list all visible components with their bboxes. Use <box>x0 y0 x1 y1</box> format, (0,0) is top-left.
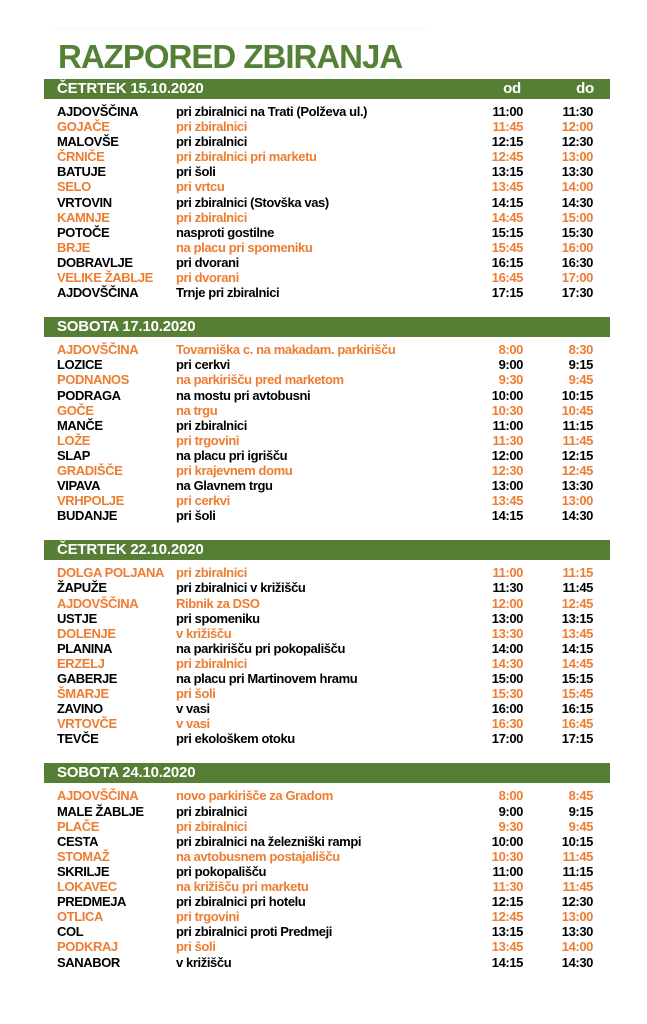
row-location: pri zbiralnici <box>176 134 247 150</box>
row-place: VRTOVIN <box>57 194 112 210</box>
row-time-od: 15:00 <box>491 671 523 686</box>
row-time-do: 14:00 <box>561 179 593 195</box>
row-time-od: 11:30 <box>492 879 523 895</box>
row-location: pri zbiralnici <box>176 655 247 671</box>
row-location: pri zbiralnici v križišču <box>176 580 306 596</box>
table-row <box>44 804 610 819</box>
row-location: pri zbiralnici <box>176 209 247 225</box>
table-row <box>44 342 610 357</box>
column-header-od: od <box>503 80 521 97</box>
row-time-do: 14:15 <box>561 640 593 656</box>
row-location: pri krajevnem domu <box>176 462 293 478</box>
row-place: SELO <box>57 179 91 195</box>
row-location: pri trgovini <box>176 432 240 448</box>
row-location: pri spomeniku <box>176 610 260 626</box>
row-time-do: 14:00 <box>561 939 593 955</box>
table-row <box>44 819 610 834</box>
row-time-do: 14:45 <box>561 655 593 671</box>
row-location: v križišču <box>176 954 232 970</box>
row-place: POTOČE <box>57 224 110 240</box>
row-time-od: 12:00 <box>491 447 523 463</box>
row-time-do: 12:15 <box>561 447 593 463</box>
row-location: pri pokopališču <box>176 863 267 879</box>
row-location: novo parkirišče za Gradom <box>176 788 333 804</box>
section-header-bar <box>44 540 610 560</box>
row-time-do: 10:15 <box>561 387 593 403</box>
row-time-do: 13:00 <box>561 149 593 165</box>
table-row <box>44 240 610 255</box>
row-time-od: 15:15 <box>491 224 523 240</box>
schedule-section <box>44 763 610 969</box>
row-location: na Glavnem trgu <box>176 478 273 494</box>
row-time-do: 8:45 <box>568 788 593 804</box>
row-time-do: 13:30 <box>561 164 593 180</box>
table-row <box>44 731 610 746</box>
row-time-od: 13:00 <box>491 478 523 494</box>
row-place: PLAČE <box>57 818 100 834</box>
table-row <box>44 565 610 580</box>
row-place: PREDMEJA <box>57 894 127 910</box>
row-time-do: 10:15 <box>561 833 593 849</box>
row-place: PODNANOS <box>57 372 129 388</box>
section-header-bar <box>44 763 610 783</box>
row-time-od: 14:15 <box>491 508 523 524</box>
section-header-bar <box>44 79 610 99</box>
row-location: pri ekološkem otoku <box>176 731 295 747</box>
table-row <box>44 225 610 240</box>
table-row <box>44 939 610 954</box>
row-place: MALE ŽABLJE <box>57 803 144 819</box>
table-row <box>44 388 610 403</box>
row-time-do: 15:45 <box>561 686 593 702</box>
row-place: SLAP <box>57 447 91 463</box>
table-row <box>44 701 610 716</box>
row-time-do: 13:00 <box>561 909 593 925</box>
row-time-od: 13:00 <box>491 610 523 626</box>
row-location: pri šoli <box>176 939 216 955</box>
row-location: pri zbiralnici (Stovška vas) <box>176 194 329 210</box>
row-location: pri zbiralnici na Trati (Polževa ul.) <box>176 104 368 119</box>
table-row <box>44 179 610 194</box>
row-time-do: 9:45 <box>568 818 593 834</box>
row-time-od: 13:45 <box>491 939 523 955</box>
row-time-do: 15:30 <box>561 224 593 240</box>
row-time-od: 12:30 <box>491 462 523 478</box>
row-time-do: 11:30 <box>562 104 593 119</box>
section-date-label: ČETRTEK 22.10.2020 <box>57 541 204 559</box>
table-row <box>44 879 610 894</box>
column-header-do: do <box>576 80 594 97</box>
row-location: Trnje pri zbiralnici <box>176 285 280 301</box>
row-time-do: 14:30 <box>561 194 593 210</box>
row-time-do: 11:45 <box>562 848 593 864</box>
row-place: GOJAČE <box>57 119 110 135</box>
row-place: CESTA <box>57 833 99 849</box>
table-row <box>44 686 610 701</box>
row-time-do: 16:45 <box>561 716 593 732</box>
schedule-section <box>44 540 610 746</box>
row-place: AJDOVŠČINA <box>57 104 139 119</box>
section-rows <box>44 565 610 746</box>
row-location: pri cerkvi <box>176 493 230 509</box>
row-time-do: 16:15 <box>561 701 593 717</box>
row-time-od: 14:45 <box>491 209 523 225</box>
section-header-bar <box>44 317 610 337</box>
row-place: ČRNIČE <box>57 149 105 165</box>
row-time-od: 16:45 <box>491 270 523 286</box>
row-time-do: 13:30 <box>561 478 593 494</box>
table-row <box>44 433 610 448</box>
table-row <box>44 626 610 641</box>
row-place: MALOVŠE <box>57 134 119 150</box>
row-location: Tovarniška c. na makadam. parkirišču <box>176 342 396 358</box>
row-location: pri zbiralnici proti Predmeji <box>176 924 332 940</box>
row-location: nasproti gostilne <box>176 224 274 240</box>
row-time-do: 15:00 <box>561 209 593 225</box>
row-time-do: 9:15 <box>568 803 593 819</box>
schedule-section <box>44 317 610 523</box>
row-time-do: 11:15 <box>562 565 593 581</box>
row-location: na placu pri spomeniku <box>176 239 313 255</box>
row-time-od: 13:15 <box>491 164 523 180</box>
table-row <box>44 418 610 433</box>
row-time-od: 17:15 <box>491 285 523 301</box>
row-time-do: 11:45 <box>562 432 593 448</box>
row-time-do: 14:30 <box>561 954 593 970</box>
row-location: na križišču pri marketu <box>176 879 309 895</box>
row-time-od: 13:15 <box>491 924 523 940</box>
table-row <box>44 195 610 210</box>
row-place: MANČE <box>57 417 103 433</box>
row-place: LOŽE <box>57 432 91 448</box>
row-time-do: 9:15 <box>568 357 593 373</box>
row-time-do: 14:30 <box>561 508 593 524</box>
row-place: BUDANJE <box>57 508 118 524</box>
row-place: GOČE <box>57 402 94 418</box>
row-time-od: 12:00 <box>491 595 523 611</box>
row-time-od: 10:00 <box>491 387 523 403</box>
row-time-do: 12:45 <box>561 595 593 611</box>
row-place: BRJE <box>57 239 91 255</box>
row-place: AJDOVŠČINA <box>57 595 139 611</box>
row-time-do: 12:45 <box>561 462 593 478</box>
page-title: RAZPORED ZBIRANJA <box>58 38 403 75</box>
row-time-od: 9:30 <box>498 818 523 834</box>
row-time-od: 15:45 <box>491 239 523 255</box>
row-location: pri šoli <box>176 508 216 524</box>
table-row <box>44 448 610 463</box>
row-location: na mostu pri avtobusni <box>176 387 311 403</box>
row-time-od: 9:00 <box>498 357 523 373</box>
row-location: pri zbiralnici <box>176 565 247 581</box>
row-location: pri trgovini <box>176 909 240 925</box>
row-time-od: 9:00 <box>498 803 523 819</box>
table-row <box>44 119 610 134</box>
section-date-label: SOBOTA 17.10.2020 <box>57 318 196 336</box>
row-time-do: 12:30 <box>561 134 593 150</box>
row-place: COL <box>57 924 84 940</box>
row-place: VELIKE ŽABLJE <box>57 270 153 286</box>
row-time-od: 12:45 <box>491 909 523 925</box>
table-row <box>44 255 610 270</box>
row-place: AJDOVŠČINA <box>57 342 139 358</box>
row-time-do: 12:00 <box>561 119 593 135</box>
row-location: pri zbiralnici <box>176 803 247 819</box>
row-location: pri šoli <box>176 686 216 702</box>
row-time-od: 10:30 <box>491 848 523 864</box>
row-time-do: 8:30 <box>568 342 593 358</box>
table-row <box>44 909 610 924</box>
row-place: SANABOR <box>57 954 120 970</box>
row-time-do: 11:15 <box>562 863 593 879</box>
row-time-od: 11:30 <box>492 432 523 448</box>
row-place: SKRILJE <box>57 863 110 879</box>
table-row <box>44 270 610 285</box>
faded-header-strip <box>50 27 425 31</box>
row-place: OTLICA <box>57 909 103 925</box>
table-row <box>44 611 610 626</box>
row-place: STOMAŽ <box>57 848 110 864</box>
row-location: pri šoli <box>176 164 216 180</box>
row-location: na parkirišču pri pokopališču <box>176 640 346 656</box>
row-place: ERZELJ <box>57 655 105 671</box>
row-place: PODRAGA <box>57 387 121 403</box>
row-time-od: 11:00 <box>492 417 523 433</box>
row-time-od: 13:45 <box>491 493 523 509</box>
row-time-od: 11:00 <box>492 104 523 119</box>
row-place: BATUJE <box>57 164 106 180</box>
table-row <box>44 955 610 970</box>
row-time-do: 17:00 <box>561 270 593 286</box>
row-location: pri zbiralnici <box>176 417 247 433</box>
table-row <box>44 134 610 149</box>
row-time-do: 13:45 <box>561 625 593 641</box>
row-time-od: 11:00 <box>492 565 523 581</box>
row-place: USTJE <box>57 610 97 626</box>
row-time-od: 9:30 <box>498 372 523 388</box>
schedule-sections <box>44 79 610 970</box>
table-row <box>44 285 610 300</box>
section-rows <box>44 104 610 300</box>
table-row <box>44 164 610 179</box>
row-location: pri zbiralnici <box>176 119 247 135</box>
row-time-od: 13:45 <box>491 179 523 195</box>
row-place: GRADIŠČE <box>57 462 123 478</box>
row-time-od: 12:15 <box>491 894 523 910</box>
row-location: na trgu <box>176 402 218 418</box>
row-time-od: 14:30 <box>491 655 523 671</box>
row-location: na placu pri Martinovem hramu <box>176 671 358 686</box>
row-place: DOLENJE <box>57 625 116 641</box>
row-time-do: 10:45 <box>561 402 593 418</box>
row-location: na parkirišču pred marketom <box>176 372 344 388</box>
table-row <box>44 463 610 478</box>
table-row <box>44 478 610 493</box>
row-location: pri zbiralnici pri marketu <box>176 149 317 165</box>
row-location: na placu pri igrišču <box>176 447 288 463</box>
row-time-od: 11:00 <box>492 863 523 879</box>
table-row <box>44 104 610 119</box>
table-row <box>44 641 610 656</box>
section-rows <box>44 788 610 969</box>
table-row <box>44 671 610 686</box>
row-place: ZAVINO <box>57 701 103 717</box>
row-place: AJDOVŠČINA <box>57 285 139 301</box>
row-time-od: 12:15 <box>491 134 523 150</box>
row-location: pri zbiralnici na železniški rampi <box>176 833 362 849</box>
row-place: ŽAPUŽE <box>57 580 107 596</box>
row-place: VRHPOLJE <box>57 493 124 509</box>
row-time-od: 12:45 <box>491 149 523 165</box>
row-time-do: 11:15 <box>562 417 593 433</box>
table-row <box>44 864 610 879</box>
row-time-do: 12:30 <box>561 894 593 910</box>
row-place: AJDOVŠČINA <box>57 788 139 804</box>
row-time-od: 16:00 <box>491 701 523 717</box>
row-time-do: 13:15 <box>561 610 593 626</box>
row-time-od: 15:30 <box>491 686 523 702</box>
row-location: pri zbiralnici <box>176 818 247 834</box>
row-time-do: 17:30 <box>561 285 593 301</box>
row-time-od: 14:00 <box>491 640 523 656</box>
row-time-od: 14:15 <box>491 194 523 210</box>
row-location: pri zbiralnici pri hotelu <box>176 894 306 910</box>
table-row <box>44 372 610 387</box>
table-row <box>44 580 610 595</box>
table-row <box>44 210 610 225</box>
table-row <box>44 849 610 864</box>
row-location: v križišču <box>176 625 232 641</box>
row-place: LOZICE <box>57 357 103 373</box>
row-time-do: 13:00 <box>561 493 593 509</box>
row-time-od: 16:15 <box>491 254 523 270</box>
row-place: GABERJE <box>57 671 118 686</box>
row-location: pri dvorani <box>176 254 239 270</box>
row-time-od: 16:30 <box>491 716 523 732</box>
row-location: pri cerkvi <box>176 357 230 373</box>
table-row <box>44 493 610 508</box>
row-time-do: 16:30 <box>561 254 593 270</box>
row-location: na avtobusnem postajališču <box>176 848 340 864</box>
row-time-do: 11:45 <box>562 879 593 895</box>
row-time-do: 15:15 <box>561 671 593 686</box>
row-time-od: 10:30 <box>491 402 523 418</box>
row-time-od: 17:00 <box>491 731 523 747</box>
row-time-do: 11:45 <box>562 580 593 596</box>
table-row <box>44 924 610 939</box>
row-place: VRTOVČE <box>57 716 117 732</box>
table-row <box>44 894 610 909</box>
row-time-od: 11:45 <box>492 119 523 135</box>
row-time-od: 8:00 <box>498 788 523 804</box>
table-row <box>44 403 610 418</box>
row-place: KAMNJE <box>57 209 110 225</box>
row-location: pri vrtcu <box>176 179 225 195</box>
row-place: PLANINA <box>57 640 112 656</box>
table-row <box>44 596 610 611</box>
row-place: PODKRAJ <box>57 939 118 955</box>
table-row <box>44 788 610 803</box>
table-row <box>44 716 610 731</box>
row-place: DOLGA POLJANA <box>57 565 164 581</box>
section-date-label: ČETRTEK 15.10.2020 <box>57 80 204 97</box>
row-time-do: 17:15 <box>561 731 593 747</box>
row-time-do: 13:30 <box>561 924 593 940</box>
row-location: pri dvorani <box>176 270 239 286</box>
row-time-do: 16:00 <box>561 239 593 255</box>
table-row <box>44 357 610 372</box>
row-time-od: 11:30 <box>492 580 523 596</box>
section-rows <box>44 342 610 523</box>
row-place: VIPAVA <box>57 478 101 494</box>
row-place: LOKAVEC <box>57 879 117 895</box>
schedule-section <box>44 79 610 300</box>
section-date-label: SOBOTA 24.10.2020 <box>57 764 196 782</box>
row-place: DOBRAVLJE <box>57 254 133 270</box>
row-time-od: 14:15 <box>491 954 523 970</box>
row-time-od: 8:00 <box>498 342 523 358</box>
schedule-content <box>44 0 610 987</box>
table-row <box>44 149 610 164</box>
row-location: v vasi <box>176 716 210 732</box>
row-time-do: 9:45 <box>568 372 593 388</box>
row-time-od: 13:30 <box>491 625 523 641</box>
row-place: ŠMARJE <box>57 686 109 702</box>
row-location: Ribnik za DSO <box>176 595 260 611</box>
row-time-od: 10:00 <box>491 833 523 849</box>
row-location: v vasi <box>176 701 210 717</box>
row-place: TEVČE <box>57 731 99 747</box>
table-row <box>44 656 610 671</box>
table-row <box>44 508 610 523</box>
table-row <box>44 834 610 849</box>
